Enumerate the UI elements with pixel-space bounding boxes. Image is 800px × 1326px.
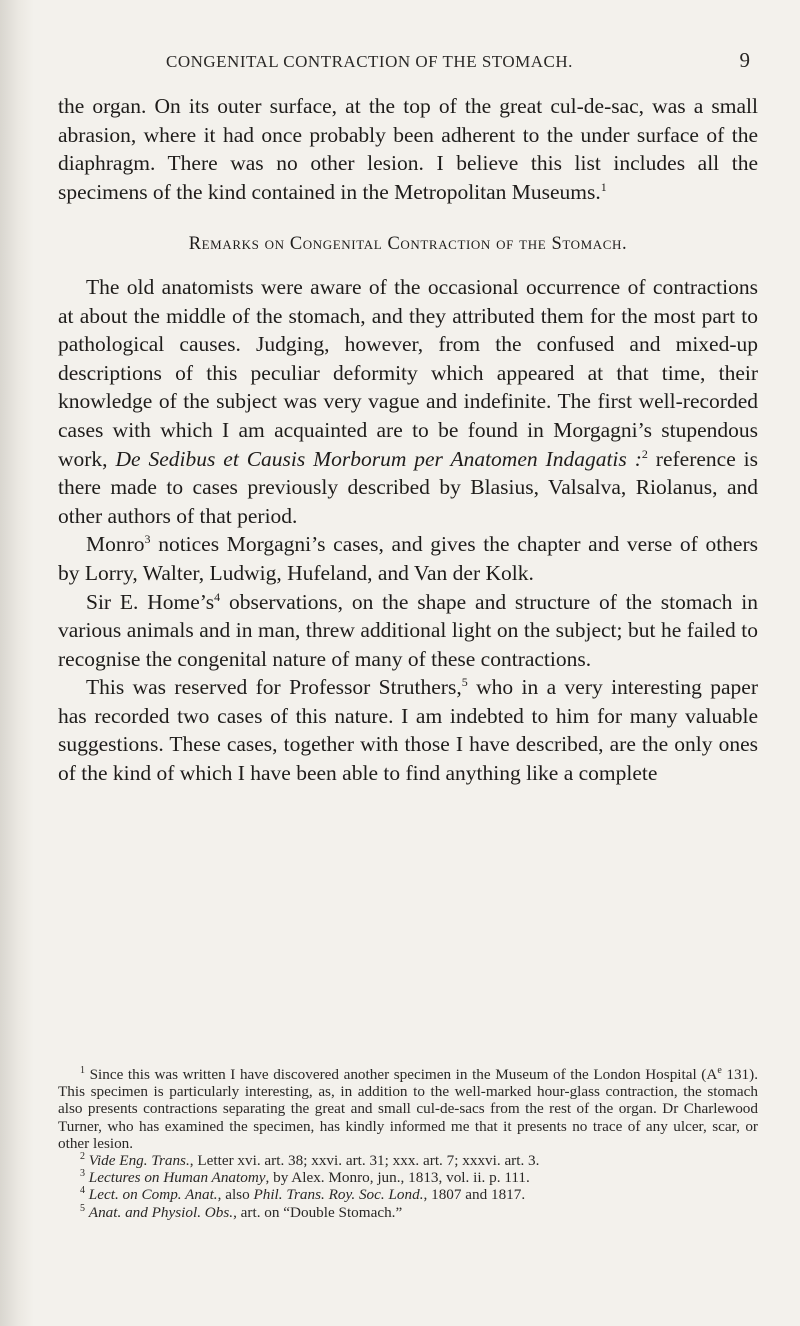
page-number: 9 (739, 48, 750, 72)
paragraph-4: Sir E. $Home’s^4$ observations, on the shape and structure of the stomach in various animals and in man, threw additional light on the subject; but he failed to recognise the congenital nature of many of these contractions. (58, 589, 758, 671)
page-binding-edge (0, 0, 34, 1326)
footnote-ref-2: 2 (641, 446, 648, 461)
footnote-2: $^2$ Vide Eng. Trans., Letter xvi. art. 38; xxvi. art. 31; xxx. art. 7; xxxvi. art. 3. (80, 1150, 540, 1170)
footnote-ref-4: 4 (214, 589, 221, 604)
footnote-4: $^4$ Lect. on Comp. Anat., also Phil. Trans. Roy. Soc. Lond., 1807 and 1817. (80, 1185, 526, 1204)
paragraph-3: Monro$^3$ notices Morgagni’s cases, and gives the chapter and verse of others by Lorry, Walter, Ludwig, Hufeland, and Van der Kolk. (58, 532, 758, 585)
footnote-ref-3: 3 (144, 532, 151, 547)
footnote-ref-1: 1 (600, 179, 607, 194)
running-head: CONGENITAL CONTRACTION OF THE STOMACH. (166, 52, 573, 71)
work-title: De Sedibus et Causis Morborum per Anatomen Indagatis (115, 446, 627, 471)
footnote-3: $^3$ Lectures on Human Anatomy, by Alex. Monro, jun., 1813, vol. ii. p. 111. (80, 1168, 530, 1187)
paragraph-1: the organ. On its outer surface, at the top of the great cul-de-sac, was a small abrasion, where it had once probably been adherent to the under surface of the diaphragm. There was no other lesion. I believe this list includes all the specimens of the kind contained in the Metropolitan Museums.$^1$ (58, 94, 758, 204)
footnote-5: $^5$ Anat. and Physiol. Obs., art. on “Double Stomach.” (80, 1202, 403, 1221)
page-header (58, 48, 758, 78)
footnote-ref-5: 5 (461, 675, 468, 690)
body-text (58, 92, 758, 788)
footnotes (58, 1066, 758, 1221)
section-heading: Remarks on Congenital Contraction of the Stomach. (188, 234, 628, 255)
footnote-1: $^1$ Since this was written I have discovered another specimen in the Museum of the London Hospital ($A^e$ 131). This specimen is particularly interesting, as, in addition to the well-marked hour-glass contraction, the stomach also presents contractions separating the great and small cul-de-sacs from the rest of the organ. Dr Charlewood Turner, who has examined the specimen, has kindly informed me that it presents no trace of any ulcer, scar, or other lesion. (58, 1064, 758, 1152)
paragraph-2: The old anatomists were aware of the occasional occurrence of contractions at about the middle of the stomach, and they attributed them for the most part to pathological causes. Judging, however, from the confused and mixed-up descriptions of this peculiar deformity which appeared at that time, their knowledge of the subject was very vague and indefinite. The first well-recorded cases with which I am acquainted are to be found in Morgagni’s stupendous work, De Sedibus et Causis Morborum per Anatomen Indagatis :$^2$ reference is there made to cases previously described by Blasius, Valsalva, Riolanus, and other authors of that period. (58, 274, 758, 528)
paragraph-5: This was reserved for Professor Struthers,$^5$ who in a very interesting paper has recorded two cases of this nature. I am indebted to him for many valuable suggestions. These cases, together with those I have described, are the only ones of the kind of which I have been able to find anything like a complete (58, 675, 759, 786)
